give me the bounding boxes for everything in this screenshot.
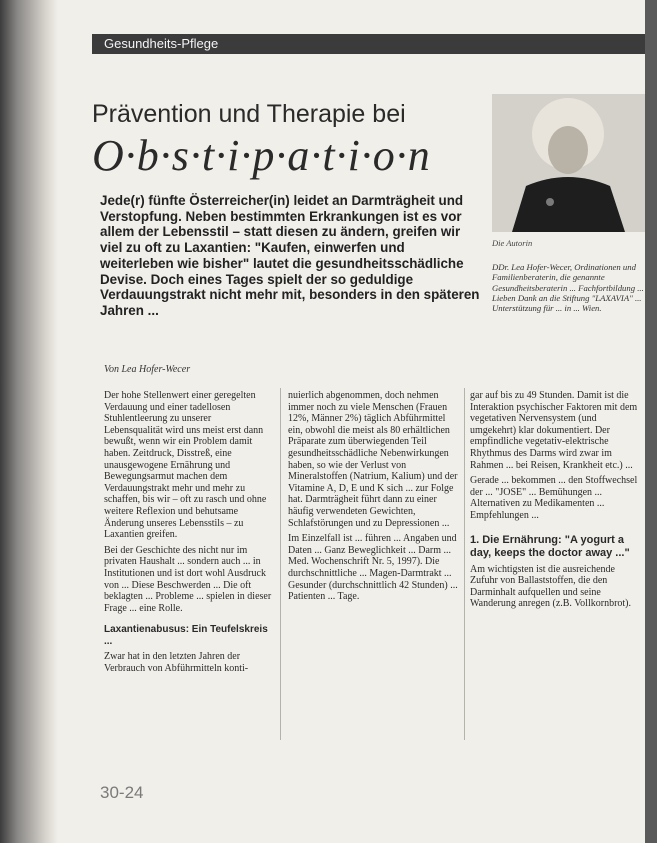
column-divider [280, 388, 281, 740]
lead-paragraph: Jede(r) fünfte Österreicher(in) leidet an Darmträgheit und Verstopfung. Neben bestimmten Erkrankungen ist es vor allem der Lebensstil – statt diesen zu ändern, greifen wir viel zu oft zu Laxantien: "Kaufen, einwerfen und weiterleben wie bisher" lautet die gesundheitsschädliche Devise. Doch eines Tages spielt der so geduldige Verdauungstrakt nicht mehr mit, besonders in den späteren Jahren ... [100, 193, 480, 318]
body-paragraph: Zwar hat in den letzten Jahren der Verbrauch von Abführmitteln konti- [104, 651, 249, 675]
author-photo [492, 94, 645, 232]
text-column-1 [104, 390, 272, 679]
body-paragraph: gar auf bis zu 49 Stunden. Damit ist die Interaktion psychischer Faktoren mit dem vegetativen Nervensystem (und umgekehrt) klar dokumentiert. Der empfindliche vegetativ-elektrische Rhythmus des Darms wird zwar im Rahmen ... bei Reisen, Krankheit etc.) ... [470, 390, 638, 471]
column-divider [464, 388, 465, 740]
body-paragraph: Gerade ... bekommen ... den Stoffwechsel der ... "JOSE" ... Bemühungen ... Alternativen zu Medikamenten ... Empfehlungen ... [470, 475, 638, 521]
body-paragraph: Bei der Geschichte des nicht nur im privaten Haushalt ... sondern auch ... in Institutionen und ist dort wohl Ausdruck von ... Diese Beschwerden ... Die oft beklagten ... Probleme ... spielen in dieser Frage ... eine Rolle. [104, 544, 272, 614]
page-number: 30-24 [100, 783, 144, 802]
page-fold-shadow [0, 0, 58, 843]
text-column-2 [288, 390, 458, 607]
body-paragraph: Der hohe Stellenwert einer geregelten Verdauung und einer tadellosen Stuhlentleerung zu unserer Lebensqualität wird uns meist erst dann bewußt, wenn wir ein Problem damit haben. Zeitdruck, Disstreß, eine unausgewogene Ernährung und Bewegungsarmut machen dem Verdauungstrakt mehr und mehr zu schaffen, bis wir – oft zu rasch und ohne weitere Reflexion und behutsame Änderung unseres Lebensstils – zu Laxantien greifen. [104, 390, 267, 541]
photo-caption: Die Autorin [492, 238, 533, 248]
section-label: Gesundheits-Pflege [104, 36, 219, 51]
subheading: 1. Die Ernährung: "A yogurt a day, keeps the doctor away ..." [470, 533, 630, 559]
article-title-line2: O·b·s·t·i·p·a·t·i·o·n [92, 131, 431, 180]
article-title-line1: Prävention und Therapie bei [92, 100, 406, 128]
body-paragraph: nuierlich abgenommen, doch nehmen immer noch zu viele Menschen (Frauen 12%, Männer 2%) täglich Abführmittel ein, obwohl die meist als 80 erhältlichen Präparate zum überwiegenden Teil gesundheitsschädliche Nebenwirkungen haben, so wie der Verlust von Mineralstoffen (Natrium, Kalium) und der Vitamine A, D, E und K sich ... zur Folge hat. Darmträgheit führt dann zu einer häufig verwendeten Gewichten, Schlafstörungen und zu Depressionen ... [288, 390, 458, 529]
body-paragraph: Am wichtigsten ist die ausreichende Zufuhr von Ballaststoffen, die den Darminhalt aufquellen und seine Wanderung anregen (z.B. Vollkornbrot). [470, 563, 632, 610]
byline: Von Lea Hofer-Wecer [104, 364, 191, 375]
body-paragraph: Im Einzelfall ist ... führen ... Angaben und Daten ... Ganz Beweglichkeit ... Darm ... Med. Wochenschrift Nr. 5, 1997). Die durchschnittliche ... Magen-Darmtrakt ... Gesunder (durchschnittlich 42 Stunden) ... Patienten ... Tage. [288, 533, 458, 603]
subheading: Laxantienabusus: Ein Teufelskreis ... [104, 624, 268, 647]
author-bio: DDr. Lea Hofer-Wecer, Ordinationen und Familienberaterin, die genannte Gesundheitsberaterin ... Fachfortbildung ... Lieben Dank an die Stiftung "LAXAVIA" ... Unterstützung für ... in ... Wien. [492, 262, 644, 314]
text-column-3 [470, 390, 645, 614]
